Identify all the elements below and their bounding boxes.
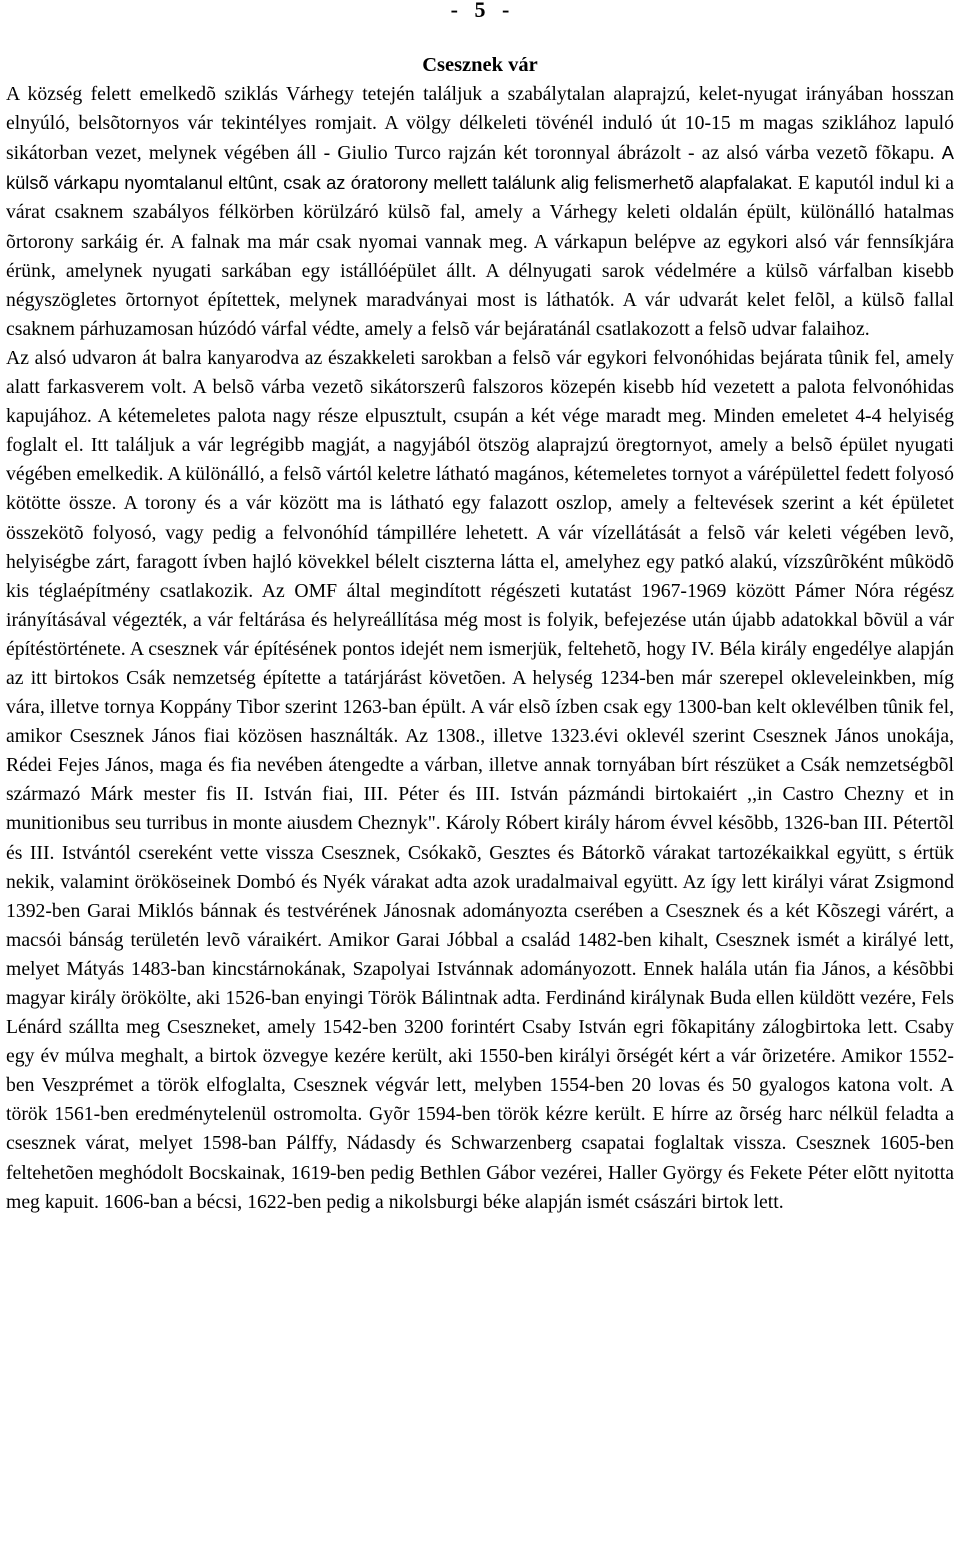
- page-number: - 5 -: [450, 0, 510, 22]
- text-run: Az alsó udvaron át balra kanyarodva az északkeleti sarokban a felsõ vár egykori felvonóhidas bejárata tûnik fel, amely alatt farkasverem volt. A belsõ várba vezetõ sikátorszerû falszoros közepén kisebb híd vezetett a palota felvonóhidas kapujához. A kétemeletes palota nagy része elpusztult, csupán a két vége maradt meg. Minden emeletet 4-4 helyiség foglalt el. Itt találjuk a vár legrégibb magját, a nagyjából ötszög alaprajzú öregtornyot, amely a belsõ épület nyugati végében emelkedik. A különálló, a felsõ vártól keletre látható magános, kétemeletes tornyot a várépülettel fedett folyosó kötötte össze. A torony és a vár között ma is látható egy falazott oszlop, amely a feltevések szerint a két épületet összekötõ folyosó, vagy pedig a felvonóhíd támpillére lehetett. A vár vízellátását a felsõ vár keleti végében levõ, helyiségbe zárt, faragott ívben hajló kövekkel bélelt ciszterna látta el, amelyhez egy patkó alakú, vízszûrõként mûködõ kis téglaépítmény csatlakozik. Az OMF által megindított régészeti kutatást 1967-1969 között Pámer Nóra régész irányításával végezték, a vár feltárása és helyreállítása még most is folyik, befejezése után újabb adatokkal bõvül a vár építéstörténete. A csesznek vár építésének pontos idejét nem ismerjük, feltehetõ, hogy IV. Béla király engedélye alapján az itt birtokos Csák nemzetség építette a tatárjárást követõen. A helység 1234-ben már szerepel okleveleinkben, míg vára, illetve tornya Koppány Tibor szerint 1263-ban épült. A vár elsõ ízben csak egy 1300-ban kelt oklevélben tûnik fel, amikor Csesznek János fiai közösen használták. Az 1308., illetve 1323.évi oklevél szerint Csesznek János unokája, Rédei Fejes János, maga és fia nevében átengedte a várban, illetve annak tornyában bírt részüket a Csák nemzetségbõl származó Márk mester fis II. István fiai, III. Péter és III. István pázmándi birtokaiért ,,in Castro Chezny et in munitionibus seu turribus in monte aiusdem Cheznyk". Károly Róbert király három évvel késõbb, 1326-ban III. Pétertõl és III. Istvántól csereként vette vissza Csesznek, Csókakõ, Gesztes és Bátorkõ várakat tartozékaikkal együtt, s értük nekik, valamint örököseinek Dombó és Nyék várakat adta azok uradalmaival együtt. Az így lett királyi várat Zsigmond 1392-ben Garai Miklós bánnak és testvérének Jánosnak adományozta cserében a Csesznek és a két Kõszegi várért, a macsói bánság területén levõ váraikért. Amikor Garai Jóbbal a család 1482-ben kihalt, Csesznek ismét a királyé lett, melyet Mátyás 1483-ban kincstárnokának, Szapolyai Istvánnak adományozott. Ennek halála után fia János, a késõbbi magyar király örökölte, aki 1526-ban enyingi Török Bálintnak adta. Ferdinánd királynak Buda ellen küldött vezére, Fels Lénárd szállta meg Cseszneket, amely 1542-ben 3200 forintért Csaby István egri fõkapitány zálogbirtoka lett. Csaby egy év múlva meghalt, a birtok özvegye kezére került, aki 1550-ben királyi õrségét kért a vár õrizetére. Amikor 1552-ben Veszprémet a török elfoglalta, Csesznek végvár lett, melyben 1554-ben 20 lovas és 50 gyalogos katona volt. A török 1561-ben eredménytelenül ostromolta. Gyõr 1594-ben török kézre került. E hírre az õrség harc nélkül feladta a csesznek várat, melyet 1598-ban Pálffy, Nádasdy és Schwarzenberg csapatai foglaltak vissza. Csesznek 1605-ben feltehetõen meghódolt Bocskainak, 1619-ben pedig Bethlen Gábor vezérei, Haller György és Fekete Péter elõtt nyitotta meg kapuit. 1606-ban a bécsi, 1622-ben pedig a nikolsburgi béke alapján ismét császári birtok lett.: [6, 346, 954, 1213]
- paragraph: [6, 344, 954, 1217]
- page-title: Csesznek vár: [422, 54, 538, 76]
- paragraph: [6, 80, 954, 344]
- document-page: [6, 0, 954, 1217]
- text-run: A külsõ várkapu nyomtalanul eltûnt, csak az óratorony mellett találunk alig felismerhetõ alapfalakat.: [6, 142, 954, 194]
- text-run: E kaputól indul ki a várat csaknem szabályos félkörben körülzáró külsõ fal, amely a Várhegy keleti oldalán épült, különálló hatalmas õrtorony sarkáig ér. A falnak ma már csak nyomai vannak meg. A várkapun belépve az egykori alsó vár fennsíkjára érünk, amelynek nyugati sarkában egy istállóépület állt. A délnyugati sarok védelmére a külsõ várfalban kisebb négyszögletes õrtornyot építettek, melynek maradványai most is láthatók. A vár udvarát kelet felõl, a külsõ fallal csaknem párhuzamosan húzódó várfal védte, amely a felsõ vár bejáratánál csatlakozott a felsõ udvar falaihoz.: [6, 172, 954, 340]
- body-text: [6, 80, 954, 1217]
- text-run: A község felett emelkedõ sziklás Várhegy tetején találjuk a szabálytalan alaprajzú, kelet-nyugat irányában hosszan elnyúló, belsõtornyos vár tekintélyes romjait. A völgy délkeleti tövénél induló út 10-15 m magas sziklához lapuló sikátorban vezet, melynek végében áll - Giulio Turco rajzán két toronnyal ábrázolt - az alsó várba vezetõ fõkapu.: [6, 83, 954, 165]
